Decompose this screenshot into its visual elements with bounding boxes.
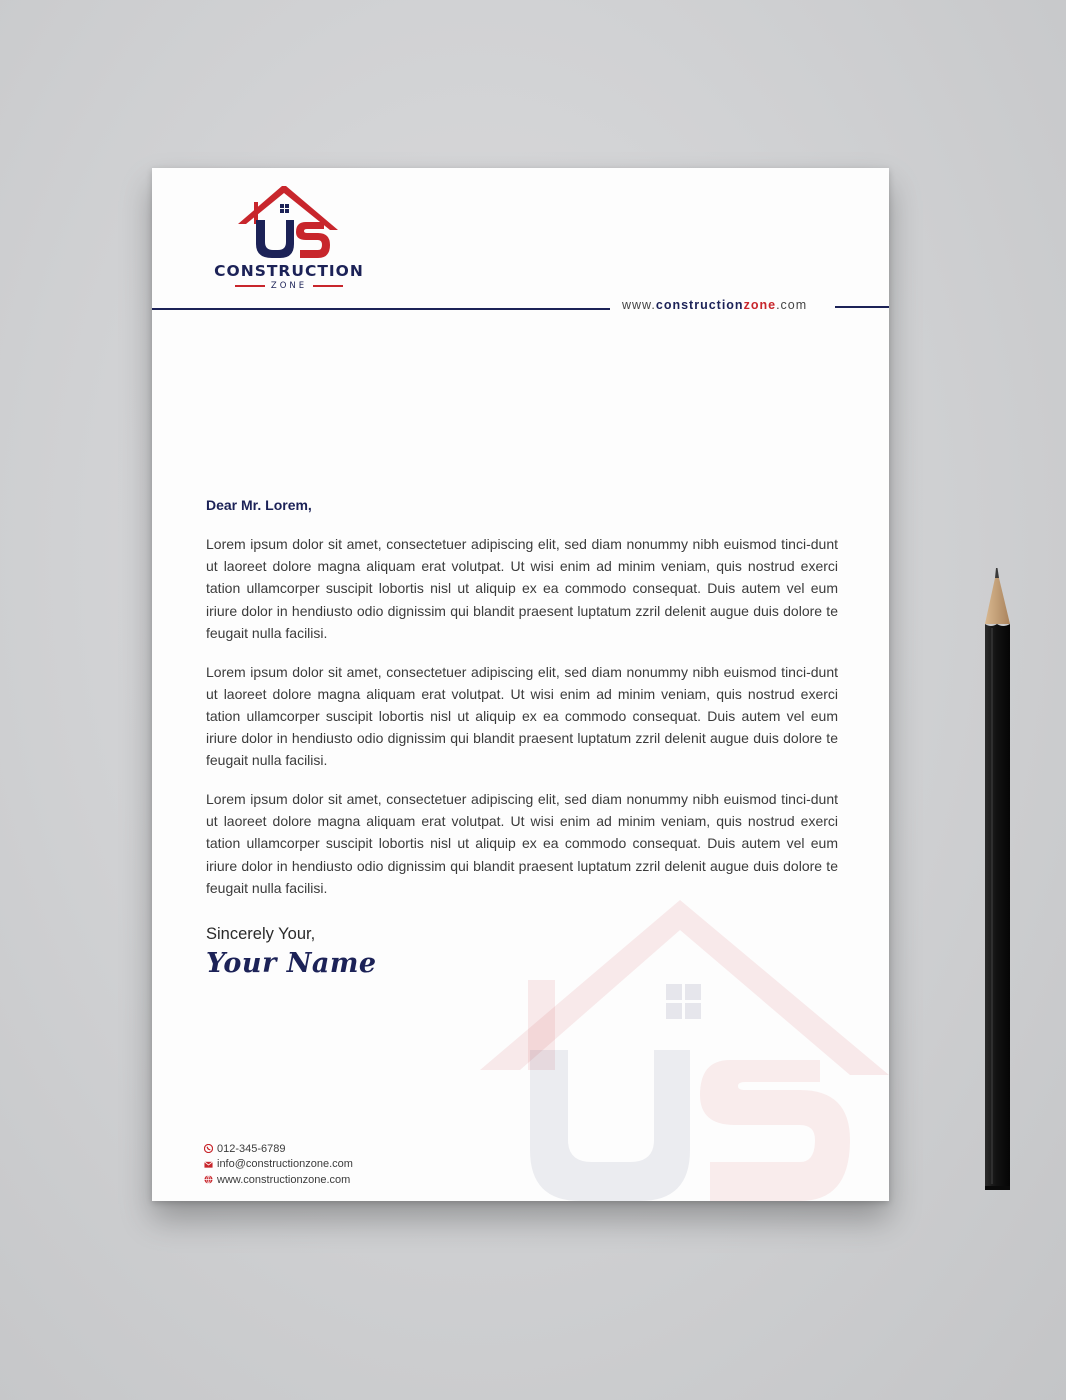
letter-body [206, 533, 838, 916]
brand-name: CONSTRUCTION [214, 262, 364, 280]
contact-web[interactable] [204, 1172, 353, 1188]
company-logo [204, 184, 374, 294]
phone-icon [204, 1144, 213, 1153]
header-rule-left [152, 308, 610, 310]
watermark-logo-icon [480, 900, 889, 1201]
letterhead-sheet [152, 168, 889, 1201]
signature: Your Name [206, 948, 377, 979]
body-paragraph-2: Lorem ipsum dolor sit amet, consectetuer adipiscing elit, sed diam nonummy nibh euismod tinci-dunt ut laoreet dolore magna aliquam erat volutpat. Ut wisi enim ad minim veniam, quis nostrud exerci tation ullamcorper suscipit lobortis nisl ut aliquip ex ea commodo consequat. Duis autem vel eum iriure dolor in hendiusto odio dignissim qui blandit praesent luptatum zzril delenit augue duis dolore te feugait nulla facilisi. [206, 663, 838, 769]
web-text: www.constructionzone.com [217, 1173, 351, 1186]
pencil-icon [983, 568, 1013, 1192]
contact-email[interactable] [204, 1157, 353, 1173]
website-part2: zone [743, 298, 777, 312]
globe-icon [204, 1175, 213, 1184]
phone-text: 012-345-6789 [217, 1142, 286, 1155]
website-part1: construction [655, 298, 744, 312]
website-prefix: www. [622, 298, 656, 312]
subtitle-rule-right [313, 285, 343, 287]
email-text: info@constructionzone.com [217, 1158, 353, 1171]
body-paragraph-3: Lorem ipsum dolor sit amet, consectetuer adipiscing elit, sed diam nonummy nibh euismod tinci-dunt ut laoreet dolore magna aliquam erat volutpat. Ut wisi enim ad minim veniam, quis nostrud exerci tation ullamcorper suscipit lobortis nisl ut aliquip ex ea commodo consequat. Duis autem vel eum iriure dolor in hendiusto odio dignissim qui blandit praesent luptatum zzril delenit augue duis dolore te feugait nulla facilisi. [206, 791, 838, 896]
house-logo-icon [234, 184, 344, 262]
contact-phone [204, 1141, 353, 1157]
body-paragraph-1: Lorem ipsum dolor sit amet, consectetuer adipiscing elit, sed diam nonummy nibh euismod tinci-dunt ut laoreet dolore magna aliquam erat volutpat. Ut wisi enim ad minim veniam, quis nostrud exerci tation ullamcorper suscipit lobortis nisl ut aliquip ex ea commodo consequat. Duis autem vel eum iriure dolor in hendiusto odio dignissim qui blandit praesent luptatum zzril delenit augue duis dolore te feugait nulla facilisi. [206, 536, 838, 641]
brand-sub-text: ZONE [270, 281, 308, 291]
brand-subtitle [204, 281, 374, 291]
mail-icon [204, 1160, 213, 1169]
header-website[interactable] [622, 298, 807, 312]
header-rule-right [835, 306, 889, 308]
letter-closing: Sincerely Your, [206, 925, 316, 943]
subtitle-rule-left [235, 285, 265, 287]
letter-greeting: Dear Mr. Lorem, [206, 497, 312, 513]
website-suffix: .com [776, 298, 808, 312]
footer-contact [204, 1141, 353, 1188]
